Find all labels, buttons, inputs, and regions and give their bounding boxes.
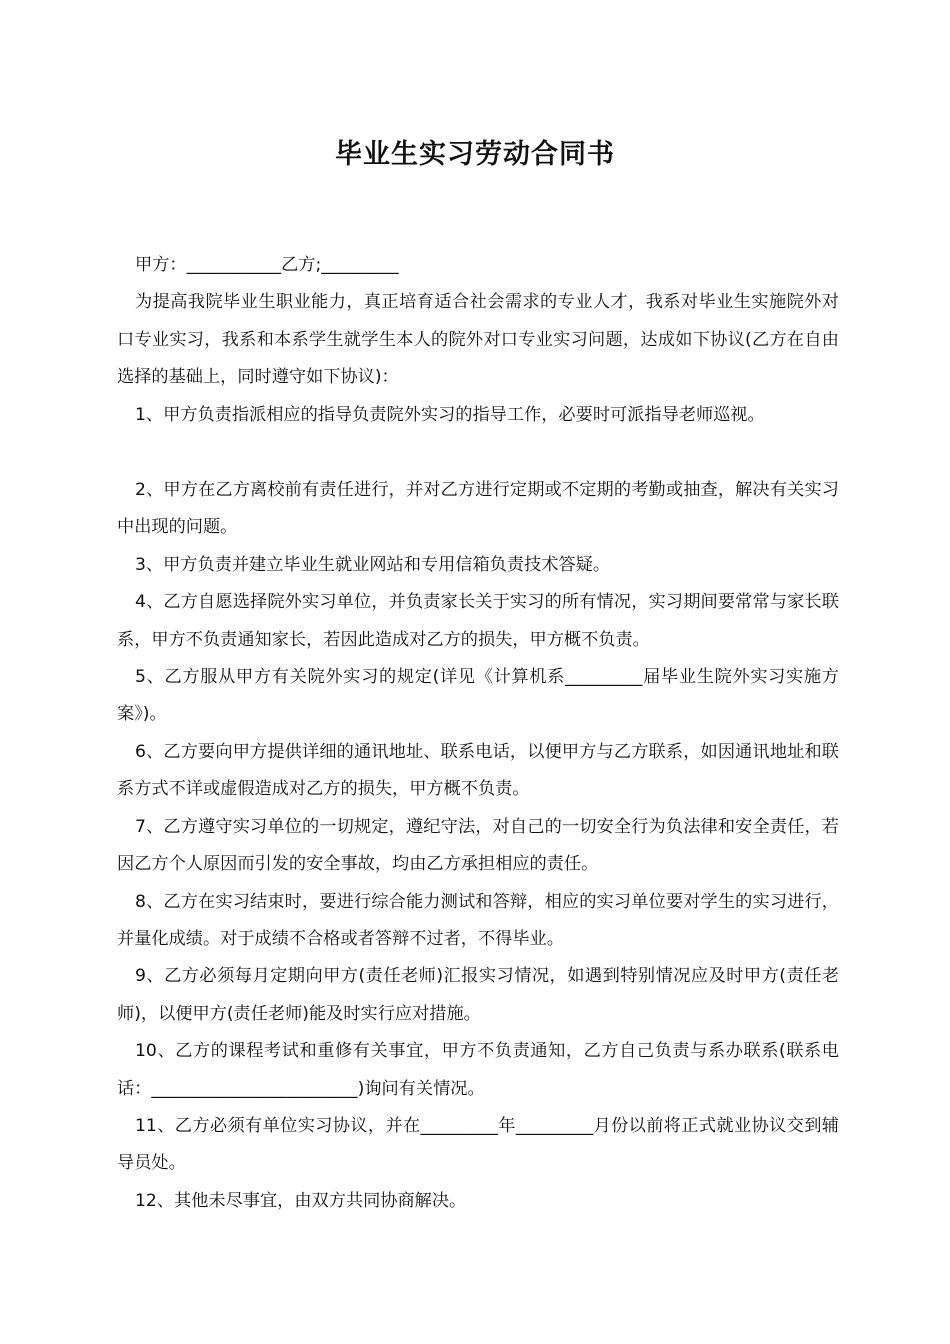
document-body [117,247,839,1220]
clause-1: 1、甲方负责指派相应的指导负责院外实习的指导工作，必要时可派指导老师巡视。 [135,404,765,425]
clause-8: 8、乙方在实习结束时，要进行综合能力测试和答辩，相应的实习单位要对学生的实习进行，并量化成绩。对于成绩不合格或者答辩不过者，不得毕业。 [117,891,839,949]
clause-9: 9、乙方必须每月定期向甲方(责任老师)汇报实习情况，如遇到特别情况应及时甲方(责任老师)，以便甲方(责任老师)能及时实行应对措施。 [117,966,839,1024]
clause-5: 5、乙方服从甲方有关院外实习的规定(详见《计算机系_________届毕业生院外实习实施方案》)。 [117,667,839,725]
clause-3: 3、甲方负责并建立毕业生就业网站和专用信箱负责技术答疑。 [135,554,611,575]
clause-11: 11、乙方必须有单位实习协议，并在_________年_________月份以前将正式就业协议交到辅导员处。 [117,1115,839,1174]
intro-paragraph: 为提高我院毕业生职业能力，真正培育适合社会需求的专业人才，我系对毕业生实施院外对口专业实习，我系和本系学生就学生本人的院外对口专业实习问题，达成如下协议(乙方在自由选择的基础上，同时遵守如下协议)： [117,292,839,388]
clause-2: 2、甲方在乙方离校前有责任进行，并对乙方进行定期或不定期的考勤或抽查，解决有关实习中出现的问题。 [117,480,839,538]
clause-6: 6、乙方要向甲方提供详细的通讯地址、联系电话，以便甲方与乙方联系，如因通讯地址和联系方式不详或虚假造成对乙方的损失，甲方概不负责。 [117,741,839,800]
parties-line: 甲方：___________乙方;_________ [135,255,399,275]
blank-spacer [117,434,839,472]
clause-10: 10、乙方的课程考试和重修有关事宜，甲方不负责通知，乙方自己负责与系办联系(联系电话：________________________)询问有关情况。 [117,1041,839,1099]
clause-12: 12、其他未尽事宜，由双方共同协商解决。 [135,1190,467,1211]
clause-4: 4、乙方自愿选择院外实习单位，并负责家长关于实习的所有情况，实习期间要常常与家长联系，甲方不负责通知家长，若因此造成对乙方的损失，甲方概不负责。 [117,592,839,650]
document-title: 毕业生实习劳动合同书 [335,139,615,170]
clause-7: 7、乙方遵守实习单位的一切规定，遵纪守法，对自己的一切安全行为负法律和安全责任，若因乙方个人原因而引发的安全事故，均由乙方承担相应的责任。 [117,816,839,875]
